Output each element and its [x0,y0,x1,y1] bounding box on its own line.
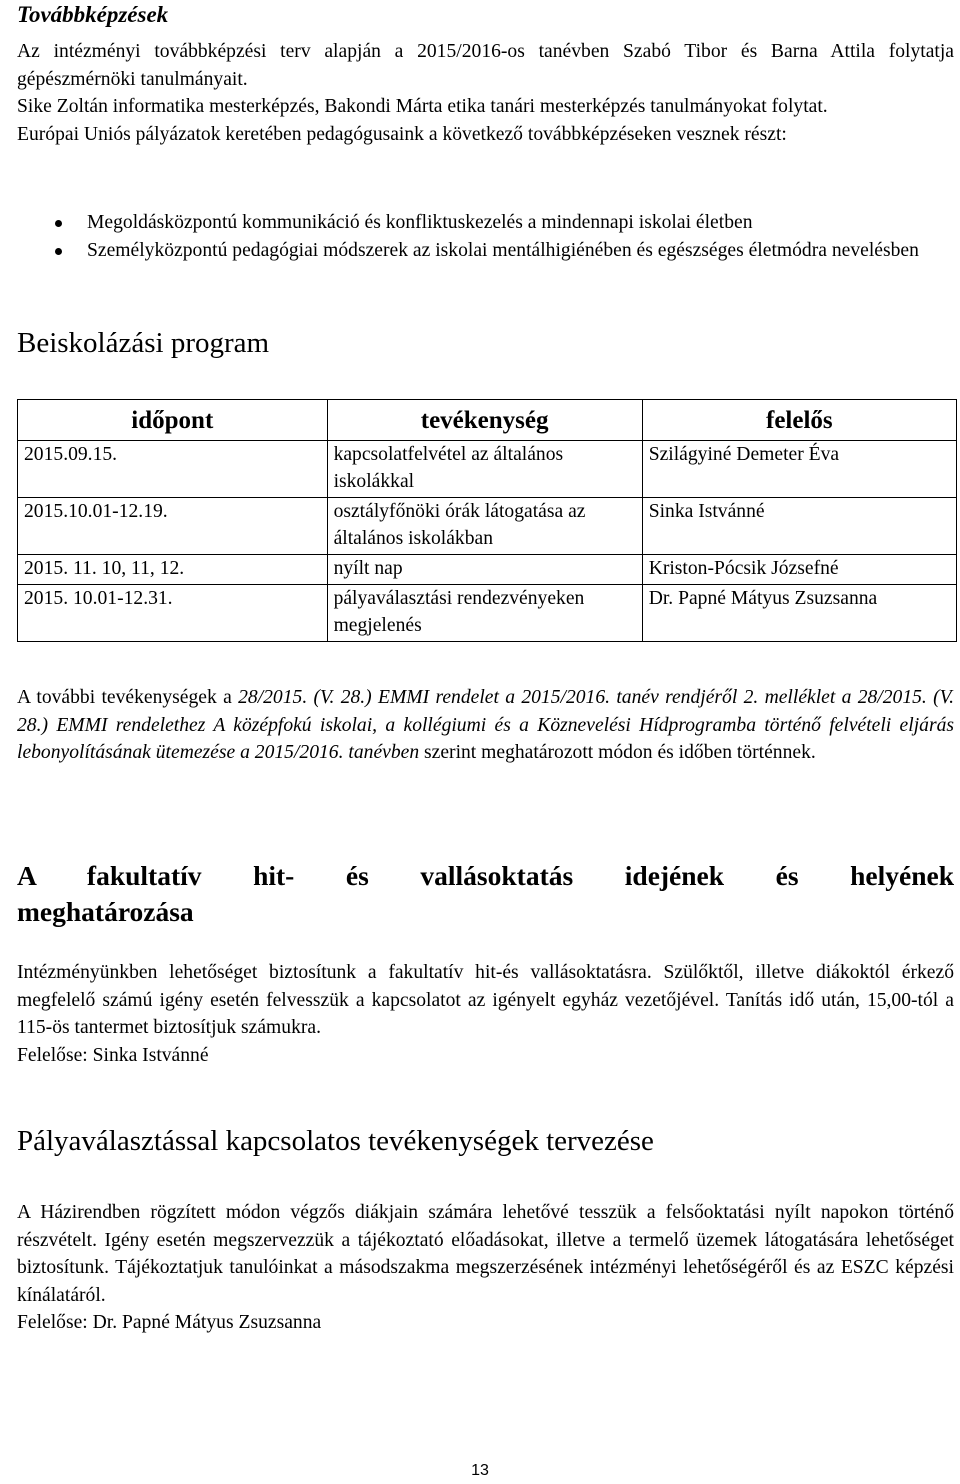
cell-activity: pályaválasztási rendezvényeken megjelenés [327,585,642,642]
heading-fakultativ-hitoktatas-cont: meghatározása [17,896,194,927]
list-item: Személyközpontú pedagógiai módszerek az iskolai mentálhigiénében és egészséges életmódra nevelésben [17,237,954,265]
table-row [18,441,957,498]
table-row [18,498,957,555]
cell-activity: nyílt nap [327,555,642,585]
page-number: 13 [471,1462,489,1479]
cell-date: 2015. 11. 10, 11, 12. [18,555,328,585]
responsible-sinka: Felelőse: Sinka Istvánné [17,1044,209,1066]
training-list [17,209,954,264]
heading-tovabbkepzesek: Továbbképzések [17,2,169,27]
cell-date: 2015.09.15. [18,441,328,498]
cell-date: 2015. 10.01-12.31. [18,585,328,642]
heading-palyavalasztas: Pályaválasztással kapcsolatos tevékenységek tervezése [17,1125,654,1157]
regulation-reference: 28/2015. (V. 28.) EMMI rendelet a 2015/2016. tanév rendjéről 2. melléklet a 28/2015. (V. 28.) EMMI rendelethez A középfokú iskolai, a kollégiumi és a Köznevelési Hídprogramba történő felvételi eljárás lebonyolításának ütemezése a 2015/2016. tanévben [17,687,954,763]
heading-beiskolazasi-program: Beiskolázási program [17,327,270,359]
cell-activity: osztályfőnöki órák látogatása az általános iskolákban [327,498,642,555]
column-header-tevekenyseg: tevékenység [327,400,642,441]
paragraph-emmi-rendelet: A további tevékenységek a 28/2015. (V. 28.) EMMI rendelet a 2015/2016. tanév rendjéről 2. melléklet a 28/2015. (V. 28.) EMMI rendelethez A középfokú iskolai, a kollégiumi és a Köznevelési Hídprogramba történő felvételi eljárás lebonyolításának ütemezése a 2015/2016. tanévben szerint meghatározott módon és időben történnek. [17,687,954,763]
list-item: Megoldásközpontú kommunikáció és konfliktuskezelés a mindennapi iskolai életben [17,209,954,237]
column-header-idopont: időpont [18,400,328,441]
responsible-papne: Felelőse: Dr. Papné Mátyus Zsuzsanna [17,1312,322,1333]
paragraph-hitoktatas: Intézményünkben lehetőséget biztosítunk a fakultatív hit-és vallásoktatásra. Szülőktől, illetve diákoktól érkező megfelelő számú igény esetén felvesszük a kapcsolatot az igényelt egyház vezetőjével. Tanítás idő után, 15,00-tól a 115-ös tantermet biztosítjuk számukra. [17,962,954,1038]
bullet-icon [55,248,62,255]
tovabbkepzes-text [17,38,954,148]
bullet-icon [55,220,62,227]
tovabbi-tevekenysegek [17,684,954,767]
column-header-felelos: felelős [642,400,956,441]
paragraph-gepeszmernok: Az intézményi továbbképzési terv alapján a 2015/2016-os tanévben Szabó Tibor és Barna Attila folytatja gépészmérnöki tanulmányait. [17,41,954,90]
cell-activity: kapcsolatfelvétel az általános iskolákkal [327,441,642,498]
paragraph-mesterkepzes: Sike Zoltán informatika mesterképzés, Bakondi Márta etika tanári mesterképzés tanulmányokat folytat. [17,96,828,117]
hitoktatas-text [17,959,954,1069]
heading-fakultativ-hitoktatas: A fakultatív hit- és vallásoktatás idejének és helyének [17,860,954,891]
paragraph-palyavalasztas: A Házirendben rögzített módon végzős diákjain számára lehetővé tesszük a felsőoktatási nyílt napokon történő részvételt. Igény esetén megszervezzük a tájékoztató előadásokat, illetve a termelő üzemek látogatására lehetőséget biztosítunk. Tájékoztatjuk tanulóinkat a másodszakma megszerzésének intézményi lehetőségéről és az ESZC képzési kínálatáról. [17,1202,954,1306]
schedule-table [17,399,957,642]
cell-date: 2015.10.01-12.19. [18,498,328,555]
table-row [18,555,957,585]
palyavalasztas-text [17,1199,954,1337]
paragraph-eu-palyazat: Európai Uniós pályázatok keretében pedagógusaink a következő továbbképzéseken vesznek részt: [17,123,787,145]
cell-responsible: Dr. Papné Mátyus Zsuzsanna [642,585,956,642]
cell-responsible: Kriston-Pócsik Józsefné [642,555,956,585]
table-header-row [18,400,957,441]
cell-responsible: Szilágyiné Demeter Éva [642,441,956,498]
cell-responsible: Sinka Istvánné [642,498,956,555]
table-row [18,585,957,642]
